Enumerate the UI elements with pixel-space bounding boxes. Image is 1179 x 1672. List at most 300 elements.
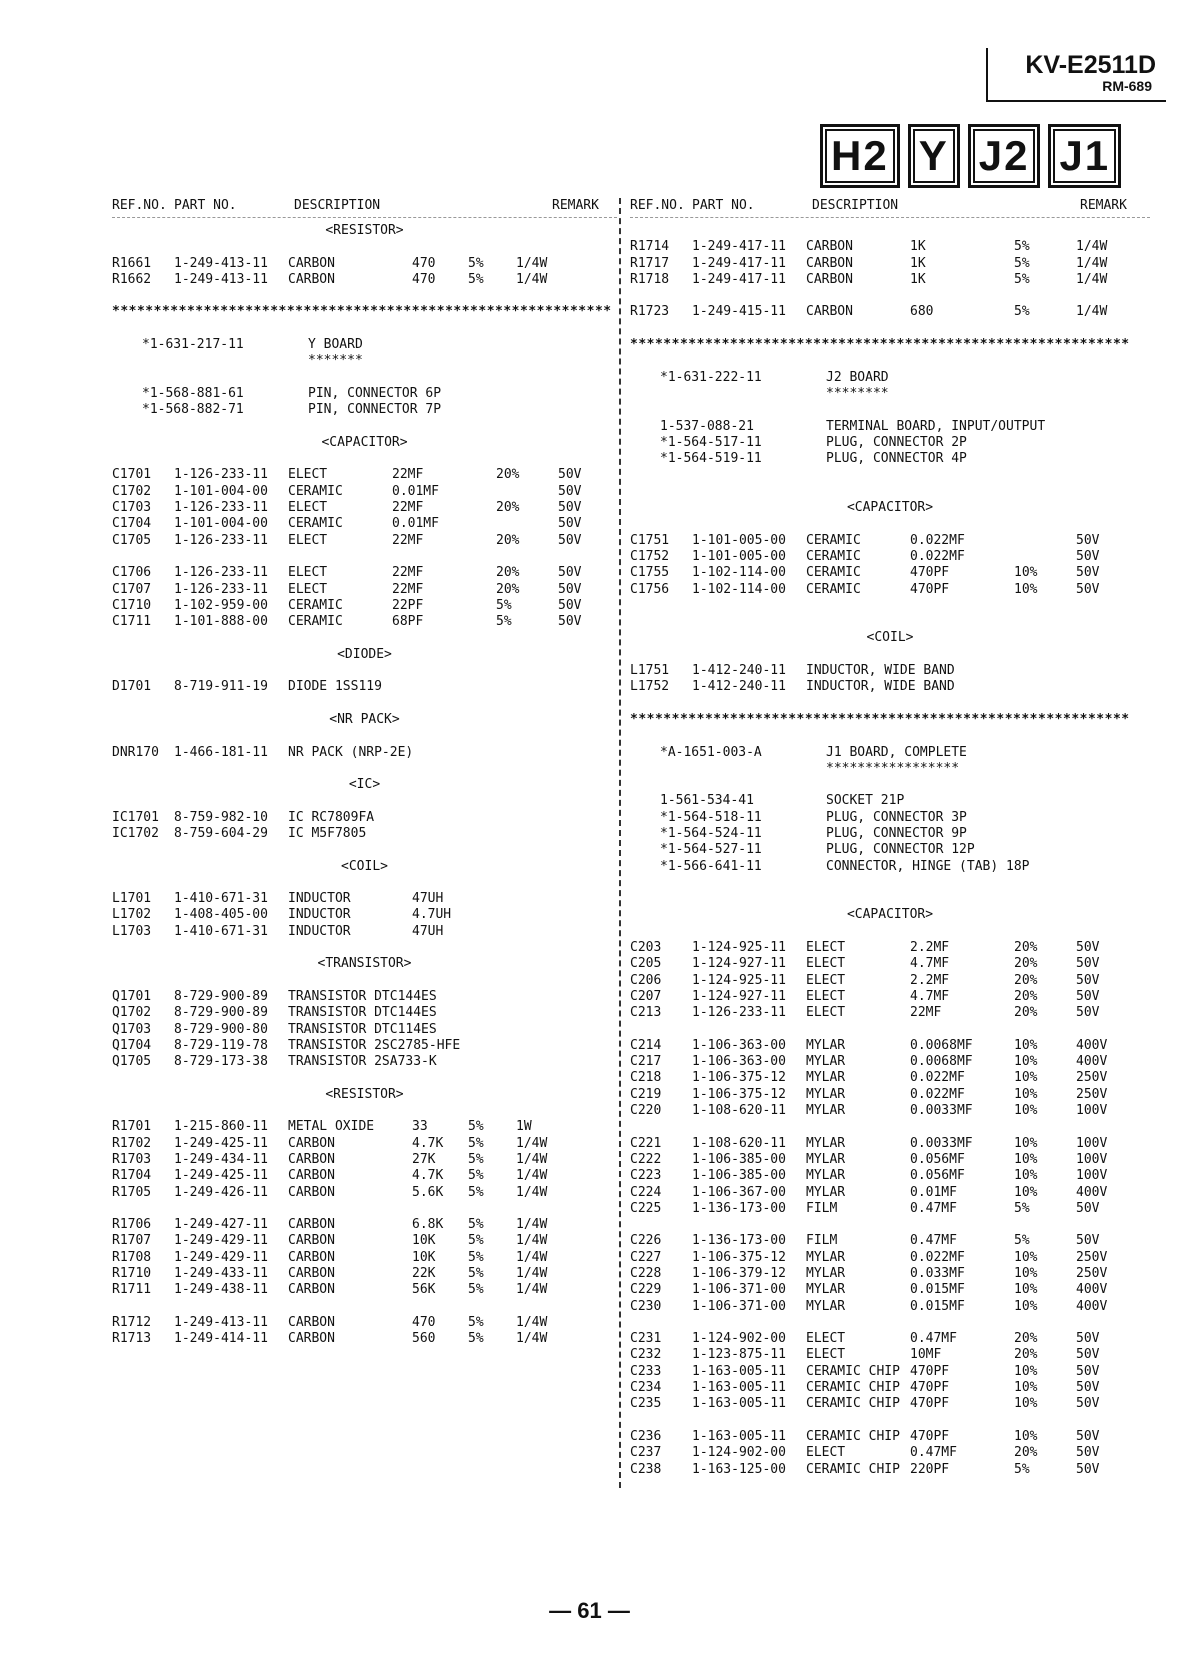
value: 10K [412,1233,436,1249]
category-heading: <TRANSISTOR> [317,956,412,972]
rating: 1/4W [516,1151,548,1167]
part-no: 1-123-875-11 [692,1347,786,1363]
tolerance: 20% [1014,972,1038,988]
value: 0.47MF [910,1445,957,1461]
tolerance: 5% [468,1266,484,1281]
part-no: 1-249-433-11 [174,1266,268,1281]
rating: 50V [1076,565,1100,581]
part-row [112,598,617,614]
part-row [112,679,617,695]
description: ELECT [288,467,328,483]
rating: 100V [1076,1103,1108,1119]
rating: 250V [1076,1070,1108,1086]
tolerance: 5% [496,614,512,630]
spacer [630,484,1150,500]
value: 0.47MF [910,1233,957,1249]
tolerance: 10% [1014,1151,1038,1167]
tolerance: 20% [496,565,520,581]
part-row [112,1217,617,1233]
part-row [630,956,1150,972]
rating: 50V [1076,1445,1100,1461]
part-row [630,1054,1150,1070]
ref-no: R1705 [112,1184,152,1200]
header-part: PART NO. [174,198,237,213]
value: 4.7K [412,1135,444,1151]
description: CERAMIC [288,597,343,613]
ref-no: C206 [630,972,662,988]
tolerance: 5% [468,1135,484,1151]
description: PIN, CONNECTOR 6P [308,385,442,401]
left-parts-column [112,198,617,1347]
ref-no: R1708 [112,1249,152,1265]
ref-no: C1701 [112,467,152,483]
part-row [112,826,617,842]
tolerance: 10% [1014,581,1038,597]
part-row [112,614,617,630]
rating: 1/4W [516,271,548,287]
tolerance: 10% [1014,1380,1038,1396]
description: MYLAR [806,1086,846,1102]
part-row [112,467,617,483]
part-no: 1-106-375-12 [692,1249,786,1265]
ref-no: R1706 [112,1217,152,1233]
description: ELECT [806,1005,846,1021]
ref-no: C1703 [112,500,152,516]
spacer [112,549,617,565]
rating [516,891,572,907]
part-no: 1-124-925-11 [692,940,786,956]
part-no: 1-126-233-11 [174,565,268,581]
part-no: 1-408-405-00 [174,907,268,923]
rating [516,907,572,923]
ref-no: DNR170 [112,744,159,760]
part-row [630,1462,1150,1478]
part-no: 1-106-371-00 [692,1282,786,1298]
part-no: 8-719-911-19 [174,679,268,695]
part-row [630,663,1150,679]
part-no: 1-215-860-11 [174,1119,268,1135]
ref-no: C1751 [630,532,670,548]
spacer [630,1315,1150,1331]
description: J2 BOARD [826,369,889,385]
value: 0.015MF [910,1298,965,1314]
part-no: 1-101-888-00 [174,614,268,630]
part-no: 1-537-088-21 [660,418,754,434]
ref-no: R1707 [112,1233,152,1249]
ref-no: L1701 [112,891,152,907]
spacer [112,663,617,679]
rating: 50V [558,532,582,548]
description: CERAMIC [806,532,861,548]
tolerance [496,484,558,500]
part-row [112,810,617,826]
tolerance [468,907,516,923]
ref-no: C229 [630,1282,662,1298]
value: 470 [412,271,436,287]
rating: 50V [1076,1396,1100,1412]
ref-no: C218 [630,1070,662,1086]
part-row [630,1168,1150,1184]
ref-no: C228 [630,1266,662,1281]
spacer [112,321,617,337]
tolerance [1014,533,1076,549]
rating: 50V [1076,1200,1100,1216]
tolerance: 20% [1014,988,1038,1004]
spacer [630,614,1150,630]
part-no: 1-102-114-00 [692,581,786,597]
code-box: Y [908,124,960,188]
tolerance: 10% [1014,1070,1038,1086]
value: 0.022MF [910,1086,965,1102]
part-no: 1-106-379-12 [692,1266,786,1281]
part-no: 1-101-004-00 [174,483,268,499]
value: 22PF [392,597,424,613]
board-line [630,386,1150,402]
description: TERMINAL BOARD, INPUT/OUTPUT [826,418,1046,434]
spacer [112,1103,617,1119]
rating: 400V [1076,1037,1108,1053]
description: PLUG, CONNECTOR 9P [826,825,967,841]
part-no: *1-568-882-71 [142,402,244,418]
part-row [112,1038,617,1054]
rating: 100V [1076,1151,1108,1167]
part-no: 1-410-671-31 [174,923,268,939]
ref-no: C1704 [112,516,152,532]
part-row [630,1396,1150,1412]
description: ELECT [288,500,328,516]
part-no: 1-163-005-11 [692,1428,786,1444]
remote-model: RM-689 [1102,78,1152,94]
spacer [630,1119,1150,1135]
tolerance [496,516,558,532]
header-desc: DESCRIPTION [294,198,381,213]
part-row [112,1005,617,1021]
value: 0.033MF [910,1266,965,1281]
ref-no: C220 [630,1103,662,1119]
header-remark: REMARK [1080,198,1127,213]
value: 470PF [910,565,950,581]
part-row [112,256,617,272]
value: 4.7MF [910,956,950,972]
part-no: 1-249-417-11 [692,239,786,255]
part-no: 1-106-385-00 [692,1168,786,1184]
spacer [630,467,1150,483]
board-line [112,353,617,369]
spacer [630,321,1150,337]
value: 0.01MF [392,483,439,499]
rating: 1/4W [516,1282,548,1298]
part-row [630,1152,1150,1168]
part-no: 1-124-902-00 [692,1331,786,1347]
board-line [630,370,1150,386]
tolerance: 20% [496,467,520,483]
spacer [630,728,1150,744]
part-no: *1-564-524-11 [660,825,762,841]
rating: 50V [1076,956,1100,972]
ref-no: C213 [630,1005,662,1021]
part-row [112,1315,617,1331]
part-row [112,1119,617,1135]
description: CARBON [288,1184,335,1200]
spacer [112,370,617,386]
part-row [112,1136,617,1152]
description: MYLAR [806,1037,846,1053]
part-no: 1-249-429-11 [174,1233,268,1249]
part-no: 1-249-429-11 [174,1249,268,1265]
part-row [112,1054,617,1070]
ref-no: R1702 [112,1135,152,1151]
header-underline [630,215,1150,223]
spacer [112,630,617,646]
description: PLUG, CONNECTOR 4P [826,451,967,467]
value: 22K [412,1266,436,1281]
spacer [630,516,1150,532]
tolerance [468,891,516,907]
rating: 50V [1076,1005,1100,1021]
board-line [630,419,1150,435]
part-row [630,1299,1150,1315]
value: 0.056MF [910,1168,965,1184]
value: 4.7K [412,1168,444,1184]
rating: 1/4W [1076,255,1108,271]
ref-no: R1717 [630,255,670,271]
ref-no: C1711 [112,614,152,630]
part-row [112,565,617,581]
ref-no: C203 [630,940,662,956]
part-no: 1-124-927-11 [692,988,786,1004]
part-no: 1-102-114-00 [692,565,786,581]
description: CERAMIC CHIP [806,1363,900,1379]
board-line [630,859,1150,875]
ref-no: L1751 [630,663,670,679]
ref-no: IC1702 [112,825,159,841]
tolerance: 5% [1014,1200,1030,1216]
value: 22MF [392,581,424,597]
rating: 50V [558,483,582,499]
rating: 50V [1076,1380,1100,1396]
part-no: 1-163-125-00 [692,1461,786,1477]
description: ELECT [806,1331,846,1347]
part-no: 1-412-240-11 [692,679,786,695]
spacer [112,973,617,989]
ref-no: C1756 [630,581,670,597]
part-row [112,1250,617,1266]
tolerance: 5% [468,1119,484,1135]
part-no: 1-106-363-00 [692,1054,786,1070]
spacer [112,288,617,304]
part-row [112,1233,617,1249]
value: 0.022MF [910,548,965,564]
tolerance: 5% [1014,1233,1030,1249]
ref-no: C217 [630,1054,662,1070]
description: CARBON [288,1217,335,1233]
header-ref: REF.NO. [112,198,167,213]
board-line [630,451,1150,467]
value: 0.022MF [910,1070,965,1086]
value: 4.7UH [412,907,452,923]
part-row [630,272,1150,288]
code-box: J1 [1048,124,1121,188]
part-row [112,533,617,549]
ref-no: C232 [630,1347,662,1363]
ref-no: C224 [630,1184,662,1200]
category-heading: <COIL> [866,630,914,646]
description: CERAMIC CHIP [806,1461,900,1477]
part-row [112,1331,617,1347]
tolerance: 5% [468,1282,484,1298]
part-row [630,1250,1150,1266]
ref-no: C235 [630,1396,662,1412]
description: CERAMIC CHIP [806,1428,900,1444]
ref-no: R1704 [112,1168,152,1184]
tolerance: 5% [1014,271,1030,287]
tolerance: 5% [468,1168,484,1184]
rating: 50V [558,614,582,630]
description: METAL OXIDE [288,1119,375,1135]
value: 0.01MF [910,1184,957,1200]
ref-no: R1714 [630,239,670,255]
description: MYLAR [806,1054,846,1070]
part-row [630,989,1150,1005]
ref-no: Q1702 [112,1005,152,1021]
value: 0.015MF [910,1282,965,1298]
part-row [630,679,1150,695]
ref-no: R1711 [112,1282,152,1298]
ref-no: Q1704 [112,1037,152,1053]
board-line [630,810,1150,826]
description: CERAMIC [288,614,343,630]
rating: 50V [558,500,582,516]
description: CERAMIC [288,516,343,532]
rating: 1W [516,1119,532,1135]
description: ELECT [806,988,846,1004]
rating: 50V [1076,988,1100,1004]
part-row [630,1266,1150,1282]
description: CARBON [288,1168,335,1184]
rating: 400V [1076,1054,1108,1070]
value: 10K [412,1249,436,1265]
part-no: *1-564-527-11 [660,842,762,858]
part-row [112,516,617,532]
ref-no: R1710 [112,1266,152,1281]
part-row [630,1005,1150,1021]
value: 470PF [910,1363,950,1379]
tolerance: 5% [496,597,512,613]
ref-no: Q1703 [112,1021,152,1037]
description: ELECT [288,532,328,548]
description: FILM [806,1233,838,1249]
description: CARBON [806,255,853,271]
ref-no: C1707 [112,581,152,597]
description: PIN, CONNECTOR 7P [308,402,442,418]
rating: 50V [1076,1363,1100,1379]
description: MYLAR [806,1070,846,1086]
description: CARBON [806,239,853,255]
rating: 50V [558,467,582,483]
tolerance: 10% [1014,1037,1038,1053]
description: MYLAR [806,1184,846,1200]
rating: 50V [1076,1233,1100,1249]
board-line [112,386,617,402]
part-no: 1-163-005-11 [692,1380,786,1396]
description: ELECT [806,1445,846,1461]
value: 0.022MF [910,1249,965,1265]
ref-no: C205 [630,956,662,972]
part-row [630,1445,1150,1461]
ref-no: C1710 [112,597,152,613]
part-no: 1-249-438-11 [174,1282,268,1298]
spacer [630,777,1150,793]
rating: 1/4W [516,1184,548,1200]
value: 47UH [412,891,444,907]
description: TRANSISTOR 2SA733-K [288,1054,437,1070]
part-no: 1-102-959-00 [174,597,268,613]
spacer [630,924,1150,940]
part-row [112,907,617,923]
description: CARBON [288,1233,335,1249]
header-underline [112,215,617,223]
rating: 1/4W [1076,304,1108,320]
description: INDUCTOR, WIDE BAND [806,679,955,695]
tolerance: 10% [1014,1086,1038,1102]
part-row [112,1168,617,1184]
tolerance: 5% [468,1249,484,1265]
rating [516,924,572,940]
right-parts-column [630,198,1150,1478]
value: 47UH [412,923,444,939]
ref-no: C1705 [112,532,152,548]
part-row [630,304,1150,320]
part-no: *1-631-222-11 [660,369,762,385]
tolerance [468,924,516,940]
description: ELECT [806,1347,846,1363]
rating: 50V [1076,1461,1100,1477]
part-no: 1-249-413-11 [174,271,268,287]
value: 33 [412,1119,428,1135]
description: CARBON [288,1249,335,1265]
description: IC RC7809FA [288,809,375,825]
rating: 400V [1076,1184,1108,1200]
tolerance: 5% [1014,1461,1030,1477]
part-no: 1-249-413-11 [174,1314,268,1330]
tolerance [1014,549,1076,565]
description: ******* [308,353,363,369]
tolerance: 5% [468,1314,484,1330]
board-line [630,761,1150,777]
ref-no: C236 [630,1428,662,1444]
tolerance: 20% [496,500,520,516]
rating: 250V [1076,1086,1108,1102]
value: 0.0068MF [910,1037,973,1053]
part-no: 1-249-414-11 [174,1331,268,1347]
rating: 50V [558,516,582,532]
part-row [112,1185,617,1201]
ref-no: R1662 [112,271,152,287]
value: 470 [412,255,436,271]
tolerance: 10% [1014,1396,1038,1412]
tolerance: 5% [468,1184,484,1200]
ref-no: IC1701 [112,809,159,825]
description: MYLAR [806,1103,846,1119]
value: 10MF [910,1347,942,1363]
part-no: 1-249-434-11 [174,1151,268,1167]
part-row [112,745,617,761]
part-no: 1-466-181-11 [174,744,268,760]
part-row [630,1201,1150,1217]
tolerance: 5% [468,271,484,287]
header-desc: DESCRIPTION [812,198,899,213]
spacer [112,728,617,744]
